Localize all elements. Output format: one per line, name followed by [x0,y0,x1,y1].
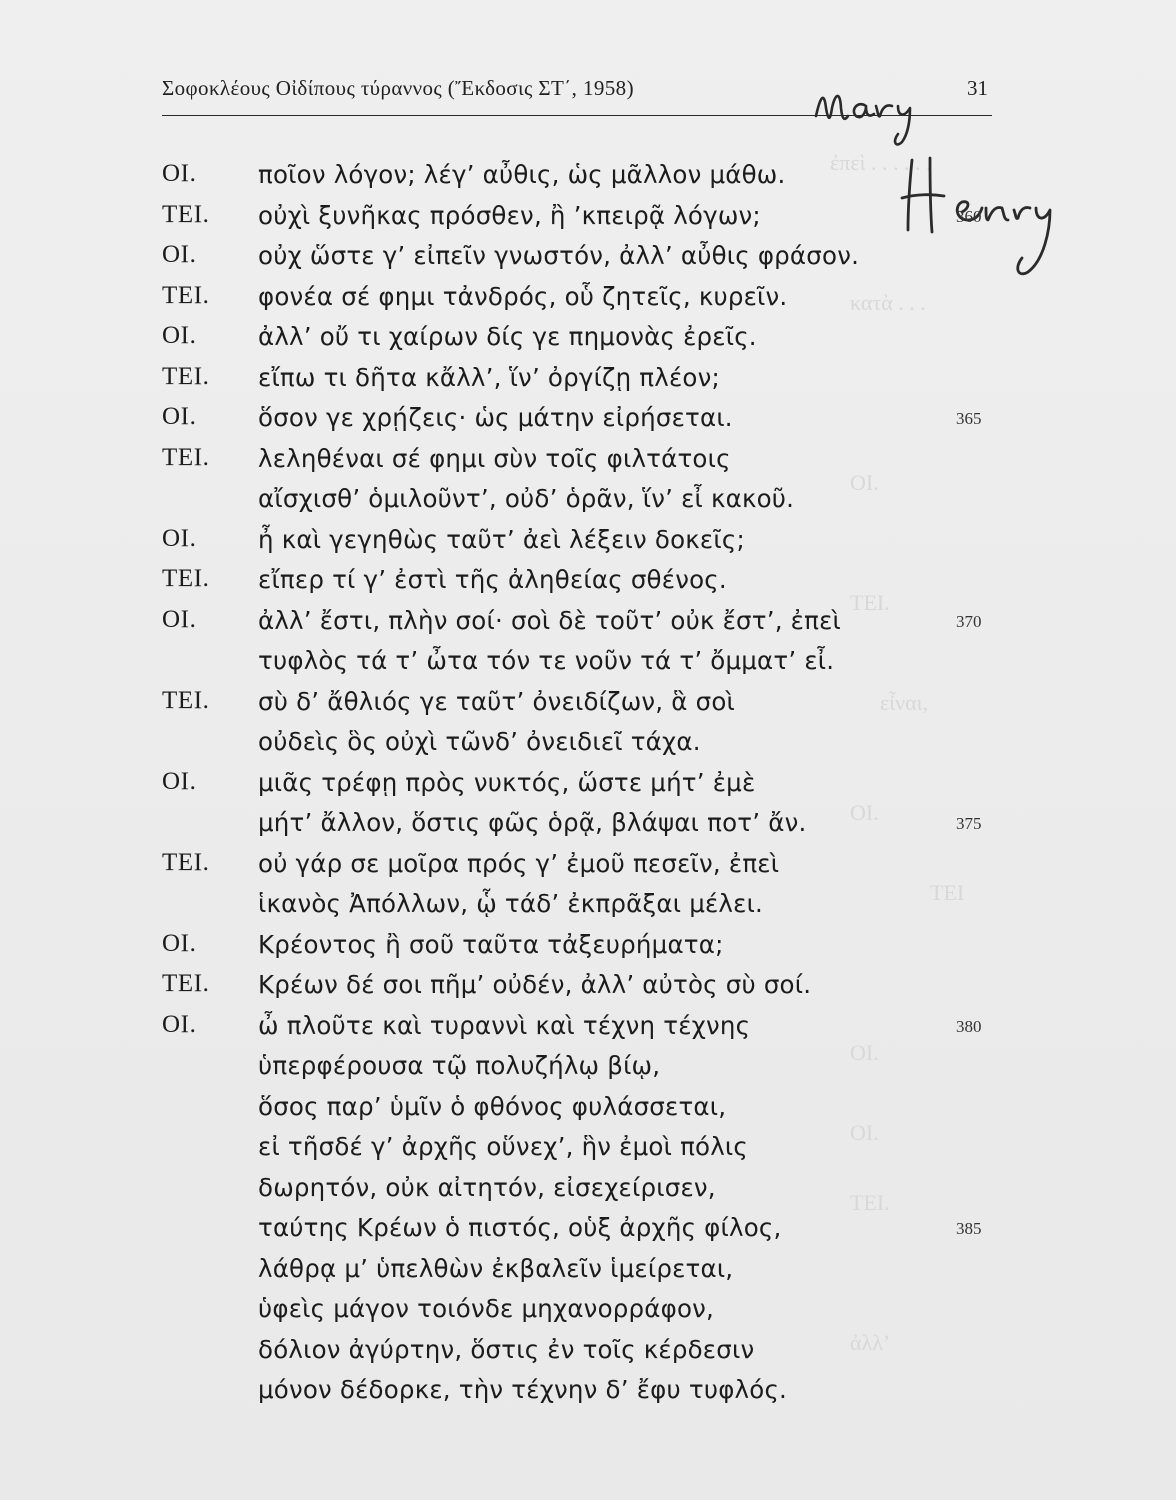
speaker-label: ΤΕΙ. [162,200,210,228]
verse-text: φονέα σέ φημι τἀνδρός, οὗ ζητεῖς, κυρεῖν. [258,281,788,311]
verse-line [0,930,1176,968]
verse-line [0,1335,1176,1373]
speaker-label: ΟΙ. [162,524,197,552]
verse-text: λεληθέναι σέ φημι σὺν τοῖς φιλτάτοις [258,443,731,473]
verse-text: μιᾶς τρέφῃ πρὸς νυκτός, ὥστε μήτ’ ἐμὲ [258,767,756,797]
verse-line [0,444,1176,482]
verse-line [0,970,1176,1008]
line-number: 380 [956,1016,982,1036]
verse-text: ταύτης Κρέων ὁ πιστός, οὑξ ἀρχῆς φίλος, [258,1213,782,1242]
verse-text: ὅσον γε χρῄζεις· ὡς μάτην εἰρήσεται. [258,403,733,432]
verse-text: τυφλὸς τά τ’ ὦτα τόν τε νοῦν τά τ’ ὄμματ’ εἶ. [258,646,835,675]
verse-line [0,565,1176,603]
verse-text: αἴσχισθ’ ὁμιλοῦντ’, οὐδ’ ὁρᾶν, ἵν’ εἶ κακοῦ. [258,484,795,513]
verse-line [0,606,1176,644]
verse-line [0,768,1176,806]
speaker-label: ΤΕΙ. [162,362,210,390]
verse-line [0,1375,1176,1413]
speaker-label: ΤΕΙ. [162,281,210,309]
speaker-label: ΤΕΙ. [162,848,210,876]
verse-line [0,1213,1176,1251]
book-page: ἐπεὶ . . . . . . κατὰ . . . ΟΙ. ΤΕΙ. εἶναι, ΟΙ. ΤΕΙ ΟΙ. ΟΙ. ΤΕΙ. ἀλλ’ Σοφοκλέους Οἰδίπους τύραννος (Ἔκδοσις ΣΤ΄, 1958) 31 ΟΙ. ποῖον λόγον; λέγ’ αὖθις, ὡς μᾶλλον μάθω. ΤΕΙ. οὐχὶ ξυνῆκας πρόσθεν, ἢ ’κπειρᾷ λόγων; 360 ΟΙ. οὐχ ὥστε γ’ εἰπεῖν γνωστόν, ἀλλ’ αὖθις φράσον. ΤΕΙ. φονέα σέ φημι τἀνδρός, οὗ ζητεῖς, κυρεῖν. ΟΙ. ἀλλ’ οὔ τι χαίρων δίς γε πημονὰς ἐρεῖς. ΤΕΙ. εἴπω τι δῆτα κἄλλ’, ἵν’ ὀργίζῃ πλέον; ΟΙ. ὅσον γε χρῄζεις· ὡς μάτην εἰρήσεται. 365 ΤΕΙ. λεληθέναι σέ φημι σὺν τοῖς φιλτάτοις αἴσχισθ’ ὁμιλοῦντ’, οὐδ’ ὁρᾶν, ἵν’ εἶ κακοῦ. ΟΙ. ἦ καὶ γεγηθὼς ταῦτ’ ἀεὶ λέξειν δοκεῖς; ΤΕΙ. εἴπερ τί γ’ ἐστὶ τῆς ἀληθείας σθένος. ΟΙ. ἀλλ’ ἔστι, πλὴν σοί· σοὶ δὲ τοῦτ’ οὐκ ἔστ’, ἐπεὶ 370 τυφλὸς τά τ’ ὦτα τόν τε νοῦν τά τ’ ὄμματ’ εἶ. ΤΕΙ. σὺ δ’ ἄθλιός γε ταῦτ’ ὀνειδίζων, ἃ σοὶ οὐδεὶς ὃς οὐχὶ τῶνδ’ ὀνειδιεῖ τάχα. ΟΙ. μιᾶς τρέφῃ πρὸς νυκτός, ὥστε μήτ’ ἐμὲ μήτ’ ἄλλον, ὅστις φῶς ὁρᾷ, βλάψαι ποτ’ ἄν. 375 ΤΕΙ. οὐ γάρ σε μοῖρα πρός γ’ ἐμοῦ πεσεῖν, ἐπεὶ ἱκανὸς Ἀπόλλων, ᾧ τάδ’ ἐκπρᾶξαι μέλει. ΟΙ. Κρέοντος ἢ σοῦ ταῦτα τἀξευρήματα; ΤΕΙ. Κρέων δέ σοι πῆμ’ οὐδέν, ἀλλ’ αὐτὸς σὺ σοί. ΟΙ. ὦ πλοῦτε καὶ τυραννὶ καὶ τέχνη τέχνης 380 ὑπερφέρουσα τῷ πολυζήλῳ βίῳ, ὅσος παρ’ ὑμῖν ὁ φθόνος φυλάσσεται, εἰ τῆσδέ γ’ ἀρχῆς οὕνεχ’, ἣν ἐμοὶ πόλις δωρητόν, οὐκ αἰτητόν, εἰσεχείρισεν, ταύτης Κρέων ὁ πιστός, οὑξ ἀρχῆς φίλος, 385 λάθρᾳ μ’ ὑπελθὼν ἐκβαλεῖν ἱμείρεται, ὑφεὶς μάγον τοιόνδε μηχανορράφον, δόλιον ἀγύρτην, ὅστις ἐν τοῖς κέρδεσιν μόνον δέδορκε, τὴν τέχνην δ’ ἔφυ τυφλός. [0,0,1176,1500]
page-number: 31 [967,76,988,100]
verse-line [0,1011,1176,1049]
verse-line [0,1092,1176,1130]
verse-line [0,1254,1176,1292]
verse-line [0,1051,1176,1089]
verse-line [0,201,1176,239]
speaker-label: ΟΙ. [162,160,197,187]
verse-line [0,1294,1176,1332]
verse-line [0,808,1176,846]
verse-text: ποῖον λόγον; λέγ’ αὖθις, ὡς μᾶλλον μάθω. [258,160,786,189]
line-number: 360 [956,206,982,226]
verse-line [0,525,1176,563]
verse-line [0,282,1176,320]
line-number: 370 [956,611,982,631]
verse-line [0,403,1176,441]
verse-line [0,889,1176,927]
running-title: Σοφοκλέους Οἰδίπους τύραννος (Ἔκδοσις ΣΤ΄, 1958) [162,76,634,100]
verse-text: ὑπερφέρουσα τῷ πολυζήλῳ βίῳ, [258,1051,661,1080]
verse-text: μόνον δέδορκε, τὴν τέχνην δ’ ἔφυ τυφλός. [258,1375,788,1404]
speaker-label: ΤΕΙ. [162,970,210,997]
verse-text: εἰ τῆσδέ γ’ ἀρχῆς οὕνεχ’, ἣν ἐμοὶ πόλις [258,1132,748,1161]
speaker-label: ΟΙ. [162,929,197,957]
verse-text: λάθρᾳ μ’ ὑπελθὼν ἐκβαλεῖν ἱμείρεται, [258,1253,734,1283]
verse-text: μήτ’ ἄλλον, ὅστις φῶς ὁρᾷ, βλάψαι ποτ’ ἄν. [258,808,807,837]
verse-text: οὐ γάρ σε μοῖρα πρός γ’ ἐμοῦ πεσεῖν, ἐπεὶ [258,848,780,878]
speaker-label: ΤΕΙ. [162,565,210,592]
line-number: 385 [956,1219,982,1238]
verse-text: ἀλλ’ ἔστι, πλὴν σοί· σοὶ δὲ τοῦτ’ οὐκ ἔστ’, ἐπεὶ [258,605,842,635]
speaker-label: ΟΙ. [162,605,197,633]
verse-text: ἱκανὸς Ἀπόλλων, ᾧ τάδ’ ἐκπρᾶξαι μέλει. [258,889,764,918]
speaker-label: ΟΙ. [162,241,197,268]
verse-text: ὑφεὶς μάγον τοιόνδε μηχανορράφον, [258,1294,715,1323]
verse-line [0,646,1176,684]
speaker-label: ΟΙ. [162,767,197,795]
verse-line [0,687,1176,725]
line-number: 375 [956,814,982,833]
speaker-label: ΤΕΙ. [162,686,210,714]
verse-text: ὦ πλοῦτε καὶ τυραννὶ καὶ τέχνη τέχνης [258,1010,751,1040]
verse-text: Κρέοντος ἢ σοῦ ταῦτα τἀξευρήματα; [258,929,724,959]
speaker-label: ΤΕΙ. [162,443,210,471]
verse-text: εἴπερ τί γ’ ἐστὶ τῆς ἀληθείας σθένος. [258,565,727,594]
speaker-label: ΟΙ. [162,403,197,430]
line-number: 365 [956,409,982,428]
speaker-label: ΟΙ. [162,1010,197,1038]
verse-line [0,484,1176,522]
verse-line [0,1132,1176,1170]
verse-text: δόλιον ἀγύρτην, ὅστις ἐν τοῖς κέρδεσιν [258,1334,755,1364]
verse-line [0,363,1176,401]
verse-text: ἀλλ’ οὔ τι χαίρων δίς γε πημονὰς ἐρεῖς. [258,322,757,351]
verse-text: δωρητόν, οὐκ αἰτητόν, εἰσεχείρισεν, [258,1172,716,1202]
verse-line [0,322,1176,360]
verse-line [0,849,1176,887]
verse-text: οὐχὶ ξυνῆκας πρόσθεν, ἢ ’κπειρᾷ λόγων; [258,200,761,230]
verse-line [0,160,1176,198]
verse-text: ἦ καὶ γεγηθὼς ταῦτ’ ἀεὶ λέξειν δοκεῖς; [258,524,745,554]
verse-text: ὅσος παρ’ ὑμῖν ὁ φθόνος φυλάσσεται, [258,1091,727,1121]
verse-line [0,241,1176,279]
verse-text: οὐδεὶς ὃς οὐχὶ τῶνδ’ ὀνειδιεῖ τάχα. [258,727,701,756]
verse-text: σὺ δ’ ἄθλιός γε ταῦτ’ ὀνειδίζων, ἃ σοὶ [258,686,736,716]
verse-line [0,1173,1176,1211]
verse-line [0,727,1176,765]
verse-text: εἴπω τι δῆτα κἄλλ’, ἵν’ ὀργίζῃ πλέον; [258,362,720,392]
verse-text: Κρέων δέ σοι πῆμ’ οὐδέν, ἀλλ’ αὐτὸς σὺ σοί. [258,970,812,999]
speaker-label: ΟΙ. [162,322,197,349]
verse-text: οὐχ ὥστε γ’ εἰπεῖν γνωστόν, ἀλλ’ αὖθις φράσον. [258,241,860,270]
